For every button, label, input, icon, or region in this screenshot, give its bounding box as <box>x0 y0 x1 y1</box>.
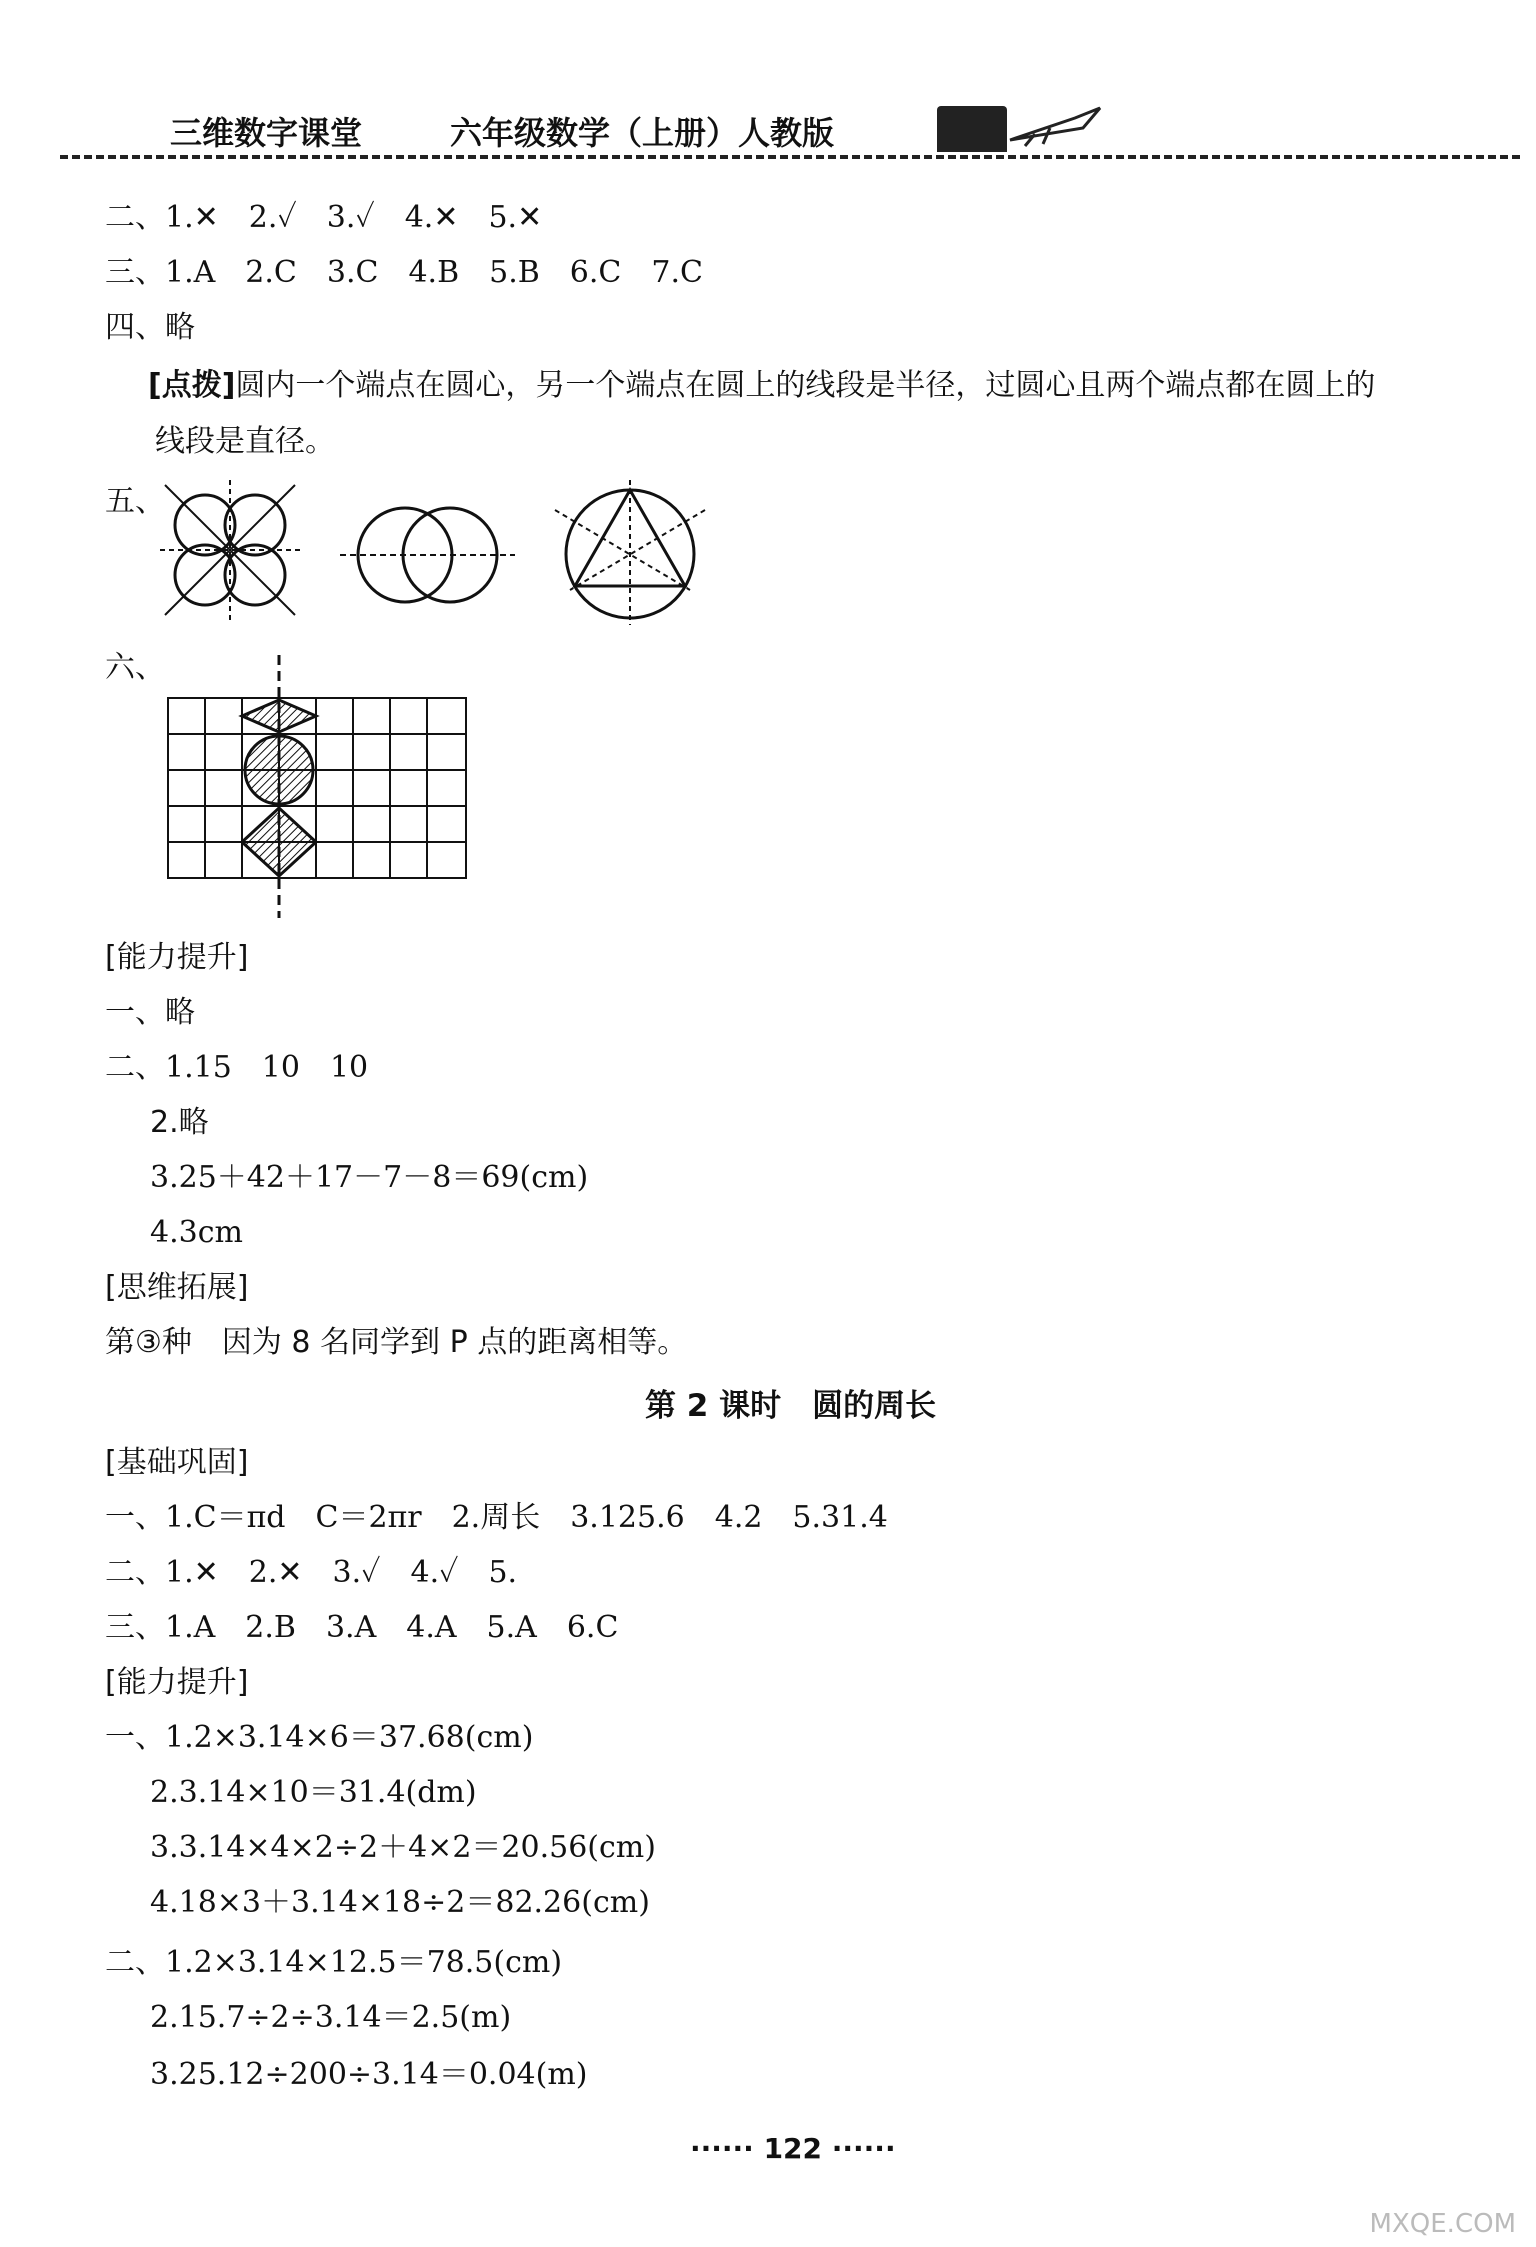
circle-triangle-figure <box>550 480 710 625</box>
hint-line <box>148 368 1375 404</box>
answer-line: 一、略 <box>105 995 195 1030</box>
section-heading: [基础巩固] <box>105 1445 249 1480</box>
two-circles-figure <box>340 500 515 610</box>
answer-line: 3.25＋42＋17－7－8＝69(cm) <box>150 1160 589 1195</box>
answer-line: 一、1.C＝πd C＝2πr 2.周长 3.125.6 4.2 5.31.4 <box>105 1500 888 1535</box>
header-divider <box>60 155 1520 159</box>
hint-text: 圆内一个端点在圆心，另一个端点在圆上的线段是半径，过圆心且两个端点都在圆上的 <box>235 368 1376 403</box>
section-heading: [思维拓展] <box>105 1270 249 1305</box>
answer-line: 二、1.✕ 2.✕ 3.✓ 4.✓ 5. <box>105 1555 518 1590</box>
answer-line: 四、略 <box>105 310 195 345</box>
watermark: MXQE.COM <box>1369 2209 1516 2239</box>
symmetry-grid-figure <box>160 650 480 920</box>
hint-continuation: 线段是直径。 <box>155 424 335 459</box>
hint-tag: [点拨] <box>148 368 236 403</box>
four-circles-figure <box>160 480 300 620</box>
page-number: ······ 122 ······ <box>690 2132 896 2165</box>
answer-line: 三、1.A 2.C 3.C 4.B 5.B 6.C 7.C <box>105 255 703 290</box>
answer-line: 2.3.14×10＝31.4(dm) <box>150 1775 477 1810</box>
answer-line: 三、1.A 2.B 3.A 4.A 5.A 6.C <box>105 1610 619 1645</box>
answer-line: 一、1.2×3.14×6＝37.68(cm) <box>105 1720 534 1755</box>
rocket-icon <box>1005 100 1105 150</box>
answer-line: 4.18×3＋3.14×18÷2＝82.26(cm) <box>150 1885 650 1920</box>
answer-line: 二、1.2×3.14×12.5＝78.5(cm) <box>105 1945 563 1980</box>
answer-line: 二、1.15 10 10 <box>105 1050 369 1085</box>
answer-line: 二、1.✕ 2.✓ 3.✓ 4.✕ 5.✕ <box>105 200 543 235</box>
header-book-series: 三维数字课堂 <box>170 114 363 152</box>
section-heading: [能力提升] <box>105 1665 249 1700</box>
section-heading: [能力提升] <box>105 940 249 975</box>
answer-line: 2.15.7÷2÷3.14＝2.5(m) <box>150 2000 512 2035</box>
answer-line: 2.略 <box>150 1105 209 1140</box>
lesson-title: 第 2 课时 圆的周长 <box>645 1388 937 1424</box>
answer-line: 第③种 因为 8 名同学到 P 点的距离相等。 <box>105 1325 688 1360</box>
header-book-title: 六年级数学（上册）人教版 <box>450 114 835 152</box>
answer-line: 3.3.14×4×2÷2＋4×2＝20.56(cm) <box>150 1830 656 1865</box>
answer-line: 3.25.12÷200÷3.14＝0.04(m) <box>150 2057 588 2092</box>
header-logo-block <box>937 106 1007 152</box>
question-six-label: 六、 <box>105 650 165 685</box>
question-five-label: 五、 <box>105 484 165 519</box>
answer-line: 4.3cm <box>150 1215 243 1250</box>
